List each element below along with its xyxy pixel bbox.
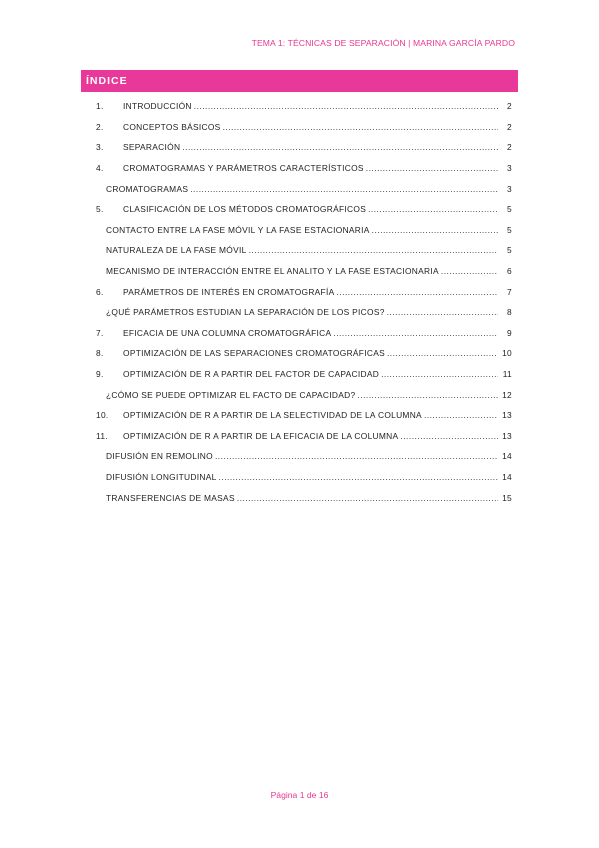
toc-entry-label: DIFUSIÓN EN REMOLINO — [106, 451, 213, 462]
toc-entry-page: 3 — [507, 183, 512, 194]
toc-entry-number: 6. — [96, 286, 104, 297]
toc-entry-number: 5. — [96, 204, 104, 215]
page-header: TEMA 1: TÉCNICAS DE SEPARACIÓN | MARINA GARCÍA PARDO — [251, 38, 515, 48]
toc-dot-leader — [237, 493, 498, 503]
toc-entry[interactable] — [81, 281, 518, 302]
toc-entry[interactable] — [81, 137, 518, 158]
toc-dot-leader — [372, 225, 498, 235]
toc-entry-label: CLASIFICACIÓN DE LOS MÉTODOS CROMATOGRÁFICOS — [123, 204, 367, 215]
toc-entry-page: 5 — [507, 245, 512, 256]
toc-entry-label: OPTIMIZACIÓN DE LAS SEPARACIONES CROMATOGRÁFICAS — [123, 348, 385, 359]
table-of-contents — [81, 96, 518, 508]
toc-entry-page: 14 — [502, 451, 512, 462]
toc-entry-label: ¿QUÉ PARÁMETROS ESTUDIAN LA SEPARACIÓN DE LOS PICOS? — [106, 307, 385, 318]
toc-dot-leader — [337, 287, 499, 297]
toc-dot-leader — [366, 163, 498, 173]
toc-entry-number: 7. — [96, 327, 104, 338]
toc-entry-label: CROMATOGRAMAS — [106, 183, 189, 194]
toc-entry[interactable] — [81, 302, 518, 323]
page-footer: Página 1 de 16 — [270, 790, 329, 800]
toc-entry-number: 11. — [96, 430, 108, 441]
index-heading-bar — [81, 70, 518, 92]
toc-entry-number: 3. — [96, 142, 104, 153]
toc-entry[interactable] — [81, 240, 518, 261]
toc-entry[interactable] — [81, 117, 518, 138]
toc-entry-label: DIFUSIÓN LONGITUDINAL — [106, 471, 217, 482]
toc-entry-number: 1. — [96, 101, 104, 112]
toc-entry-page: 5 — [507, 224, 512, 235]
toc-entry-label: SEPARACIÓN — [123, 142, 181, 153]
toc-entry-label: CONTACTO ENTRE LA FASE MÓVIL Y LA FASE ESTACIONARIA — [106, 224, 370, 235]
toc-entry-number: 8. — [96, 348, 104, 359]
toc-dot-leader — [215, 451, 498, 461]
toc-entry-page: 13 — [502, 410, 512, 421]
toc-entry-label: TRANSFERENCIAS DE MASAS — [106, 492, 235, 503]
toc-entry-label: EFICACIA DE UNA COLUMNA CROMATOGRÁFICA — [123, 327, 332, 338]
toc-entry[interactable] — [81, 487, 518, 508]
toc-entry[interactable] — [81, 364, 518, 385]
toc-entry-page: 12 — [502, 389, 512, 400]
toc-entry-label: ¿CÓMO SE PUEDE OPTIMIZAR EL FACTO DE CAPACIDAD? — [106, 389, 356, 400]
toc-entry-number: 4. — [96, 163, 104, 174]
toc-dot-leader — [194, 101, 498, 111]
toc-entry[interactable] — [81, 261, 518, 282]
toc-entry[interactable] — [81, 158, 518, 179]
toc-dot-leader — [357, 390, 498, 400]
toc-entry-label: PARÁMETROS DE INTERÉS EN CROMATOGRAFÍA — [123, 286, 335, 297]
toc-dot-leader — [333, 328, 498, 338]
toc-entry-page: 8 — [507, 307, 512, 318]
toc-dot-leader — [219, 472, 498, 482]
toc-entry[interactable] — [81, 178, 518, 199]
toc-entry-page: 3 — [507, 163, 512, 174]
toc-entry[interactable] — [81, 384, 518, 405]
toc-entry-number: 10. — [96, 410, 109, 421]
toc-entry-page: 9 — [507, 327, 512, 338]
toc-dot-leader — [381, 369, 498, 379]
toc-entry-label: INTRODUCCIÓN — [123, 101, 192, 112]
toc-dot-leader — [387, 307, 498, 317]
toc-entry[interactable] — [81, 96, 518, 117]
toc-dot-leader — [182, 142, 498, 152]
toc-entry-label: CONCEPTOS BÁSICOS — [123, 121, 221, 132]
toc-entry-number: 2. — [96, 121, 104, 132]
toc-entry-page: 5 — [507, 204, 512, 215]
toc-entry-label: OPTIMIZACIÓN DE R A PARTIR DE LA EFICACIA DE LA COLUMNA — [123, 430, 399, 441]
toc-entry-page: 2 — [507, 142, 512, 153]
toc-dot-leader — [441, 266, 498, 276]
toc-entry[interactable] — [81, 467, 518, 488]
toc-dot-leader — [249, 245, 498, 255]
index-title: ÍNDICE — [86, 75, 128, 87]
toc-entry-page: 6 — [507, 266, 512, 277]
toc-entry-number: 9. — [96, 369, 104, 380]
toc-dot-leader — [424, 410, 498, 420]
toc-entry[interactable] — [81, 446, 518, 467]
toc-entry-page: 15 — [502, 492, 512, 503]
toc-entry-page: 7 — [507, 286, 512, 297]
toc-dot-leader — [387, 348, 498, 358]
toc-entry[interactable] — [81, 426, 518, 447]
toc-entry-label: OPTIMIZACIÓN DE R A PARTIR DE LA SELECTIVIDAD DE LA COLUMNA — [123, 410, 422, 421]
toc-entry-page: 2 — [507, 121, 512, 132]
toc-dot-leader — [190, 184, 498, 194]
toc-entry-label: CROMATOGRAMAS Y PARÁMETROS CARACTERÍSTICOS — [123, 163, 364, 174]
toc-dot-leader — [368, 204, 498, 214]
toc-entry-label: NATURALEZA DE LA FASE MÓVIL — [106, 245, 247, 256]
toc-dot-leader — [223, 122, 498, 132]
toc-entry-page: 10 — [502, 348, 512, 359]
toc-entry-label: OPTIMIZACIÓN DE R A PARTIR DEL FACTOR DE CAPACIDAD — [123, 369, 380, 380]
toc-entry[interactable] — [81, 220, 518, 241]
toc-entry-label: MECANISMO DE INTERACCIÓN ENTRE EL ANALITO Y LA FASE ESTACIONARIA — [106, 266, 439, 277]
toc-entry[interactable] — [81, 199, 518, 220]
toc-entry[interactable] — [81, 405, 518, 426]
toc-dot-leader — [400, 431, 498, 441]
toc-entry[interactable] — [81, 323, 518, 344]
toc-entry-page: 13 — [502, 430, 512, 441]
toc-entry-page: 2 — [507, 101, 512, 112]
toc-entry[interactable] — [81, 343, 518, 364]
toc-entry-page: 14 — [502, 471, 512, 482]
toc-entry-page: 11 — [502, 369, 512, 380]
